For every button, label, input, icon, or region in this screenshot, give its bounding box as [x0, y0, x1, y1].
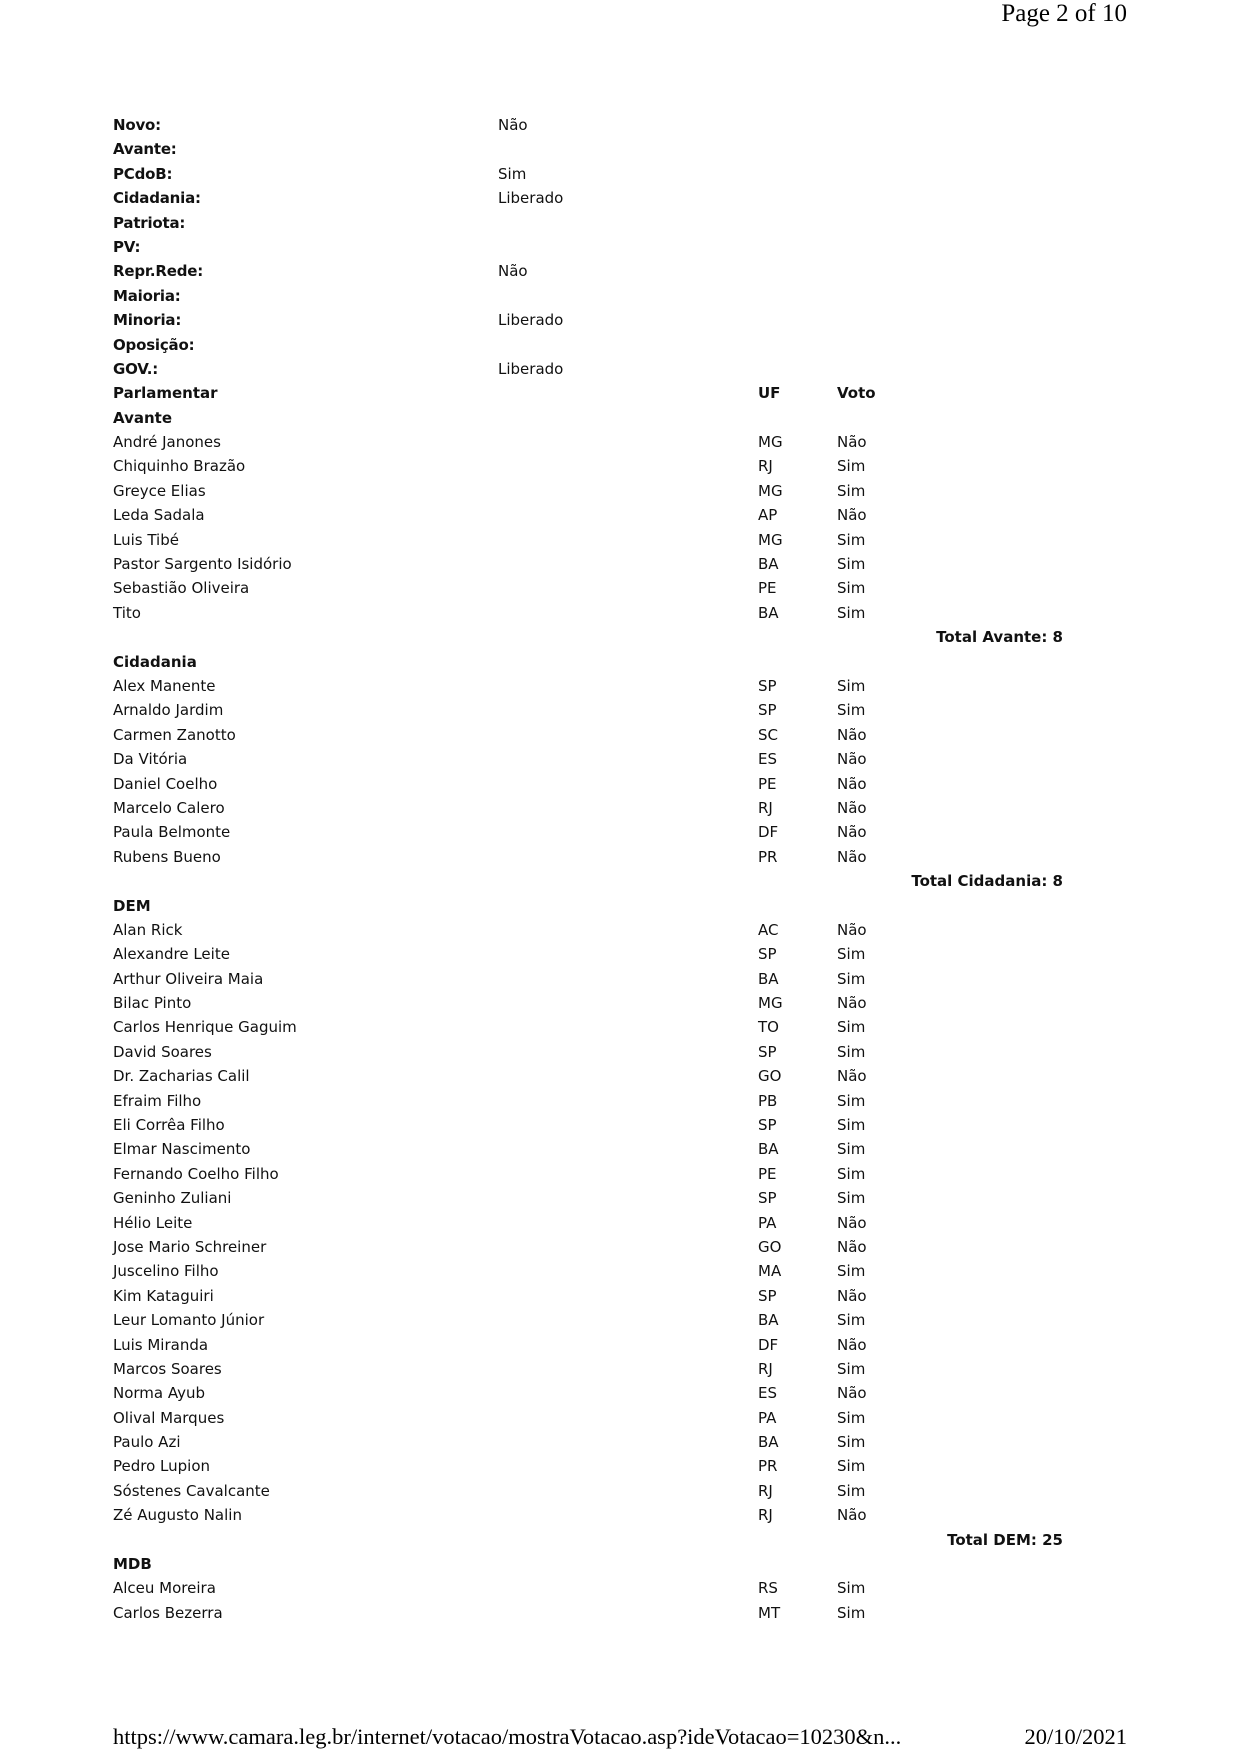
table-row [113, 552, 1063, 576]
member-uf: MG [758, 994, 783, 1013]
member-vote: Não [837, 506, 867, 525]
member-uf: PR [758, 847, 778, 866]
member-vote: Sim [837, 1042, 866, 1061]
member-name: Marcos Soares [113, 1359, 222, 1378]
member-uf: SP [758, 676, 777, 695]
member-vote: Sim [837, 969, 866, 988]
member-name: Rubens Bueno [113, 847, 221, 866]
member-name: Elmar Nascimento [113, 1140, 251, 1159]
party-heading-row [113, 650, 1063, 674]
table-row [113, 1576, 1063, 1600]
table-row [113, 918, 1063, 942]
orientation-party: Cidadania: [113, 189, 201, 208]
orientation-party: Oposição: [113, 335, 195, 354]
member-uf: RJ [758, 1506, 773, 1525]
member-name: Da Vitória [113, 750, 188, 769]
party-name: MDB [113, 1555, 152, 1574]
table-row [113, 1015, 1063, 1039]
table-row [113, 674, 1063, 698]
table-row [113, 772, 1063, 796]
member-name: Arthur Oliveira Maia [113, 969, 264, 988]
member-name: Jose Mario Schreiner [113, 1237, 267, 1256]
orientation-row [113, 235, 1063, 259]
member-name: Chiquinho Brazão [113, 457, 246, 476]
member-uf: SC [758, 725, 778, 744]
member-vote: Não [837, 433, 867, 452]
orientation-list [113, 113, 1063, 381]
member-vote: Sim [837, 1116, 866, 1135]
member-uf: GO [758, 1237, 782, 1256]
member-vote: Sim [837, 1579, 866, 1598]
member-vote: Sim [837, 1408, 866, 1427]
member-uf: RS [758, 1579, 778, 1598]
member-vote: Sim [837, 676, 866, 695]
member-name: Alexandre Leite [113, 945, 230, 964]
member-name: Carlos Henrique Gaguim [113, 1018, 297, 1037]
table-row [113, 601, 1063, 625]
member-name: Sóstenes Cavalcante [113, 1481, 270, 1500]
party-group [113, 406, 1063, 650]
party-name: DEM [113, 896, 151, 915]
vote-table [113, 406, 1063, 1626]
orientation-row [113, 308, 1063, 332]
member-uf: BA [758, 1433, 779, 1452]
member-uf: MG [758, 433, 783, 452]
member-uf: SP [758, 1189, 777, 1208]
member-uf: PE [758, 1164, 777, 1183]
member-vote: Sim [837, 1018, 866, 1037]
member-name: Alceu Moreira [113, 1579, 216, 1598]
member-vote: Sim [837, 603, 866, 622]
party-total: Total DEM: 25 [947, 1530, 1063, 1549]
member-vote: Sim [837, 555, 866, 574]
orientation-value: Liberado [498, 311, 564, 330]
party-name: Cidadania [113, 652, 197, 671]
member-name: Juscelino Filho [113, 1262, 219, 1281]
member-vote: Não [837, 1237, 867, 1256]
member-uf: BA [758, 1140, 779, 1159]
member-uf: BA [758, 603, 779, 622]
member-vote: Não [837, 774, 867, 793]
member-name: Greyce Elias [113, 481, 206, 500]
member-uf: PR [758, 1457, 778, 1476]
member-vote: Não [837, 823, 867, 842]
party-group [113, 894, 1063, 1553]
member-name: Hélio Leite [113, 1213, 193, 1232]
table-row [113, 1089, 1063, 1113]
member-vote: Sim [837, 1481, 866, 1500]
table-row [113, 1284, 1063, 1308]
member-name: Sebastião Oliveira [113, 579, 250, 598]
orientation-party: Maioria: [113, 286, 181, 305]
table-row [113, 1040, 1063, 1064]
party-group [113, 1552, 1063, 1625]
member-uf: AP [758, 506, 778, 525]
member-uf: RJ [758, 798, 773, 817]
member-name: Kim Kataguiri [113, 1286, 214, 1305]
table-row [113, 1430, 1063, 1454]
table-row [113, 1211, 1063, 1235]
member-uf: ES [758, 1384, 777, 1403]
orientation-party: Novo: [113, 116, 161, 134]
orientation-row [113, 284, 1063, 308]
orientation-value: Sim [498, 164, 527, 183]
member-name: Dr. Zacharias Calil [113, 1067, 250, 1086]
member-name: Alan Rick [113, 920, 183, 939]
orientation-row [113, 186, 1063, 210]
party-total-row [113, 869, 1063, 893]
page-indicator: Page 2 of 10 [1001, 0, 1127, 27]
member-vote: Sim [837, 457, 866, 476]
member-uf: RJ [758, 1481, 773, 1500]
member-uf: SP [758, 945, 777, 964]
member-name: Fernando Coelho Filho [113, 1164, 279, 1183]
table-row [113, 430, 1063, 454]
table-row [113, 747, 1063, 771]
party-heading-row [113, 406, 1063, 430]
header-uf: UF [758, 384, 781, 403]
member-vote: Sim [837, 1433, 866, 1452]
table-row [113, 1235, 1063, 1259]
member-uf: TO [758, 1018, 779, 1037]
member-name: Leur Lomanto Júnior [113, 1311, 265, 1330]
party-group [113, 650, 1063, 894]
member-name: Luis Miranda [113, 1335, 209, 1354]
table-row [113, 1064, 1063, 1088]
table-row [113, 796, 1063, 820]
member-name: Zé Augusto Nalin [113, 1506, 242, 1525]
member-name: Daniel Coelho [113, 774, 218, 793]
member-name: Pedro Lupion [113, 1457, 211, 1476]
member-uf: PE [758, 579, 777, 598]
header-parlamentar: Parlamentar [113, 384, 218, 403]
orientation-value: Não [498, 116, 528, 134]
member-vote: Não [837, 920, 867, 939]
member-vote: Não [837, 750, 867, 769]
member-uf: MG [758, 530, 783, 549]
orientation-party: GOV.: [113, 359, 159, 378]
table-row [113, 991, 1063, 1015]
table-header [113, 381, 1063, 405]
member-uf: PB [758, 1091, 778, 1110]
orientation-party: Minoria: [113, 311, 182, 330]
table-row [113, 454, 1063, 478]
member-vote: Não [837, 1335, 867, 1354]
orientation-value: Não [498, 262, 528, 281]
member-vote: Sim [837, 1262, 866, 1281]
vote-report [113, 113, 1063, 1625]
member-uf: SP [758, 1286, 777, 1305]
table-row [113, 576, 1063, 600]
table-row [113, 1162, 1063, 1186]
member-name: Arnaldo Jardim [113, 701, 224, 720]
member-name: Geninho Zuliani [113, 1189, 232, 1208]
member-vote: Sim [837, 701, 866, 720]
member-vote: Não [837, 1384, 867, 1403]
member-uf: SP [758, 701, 777, 720]
member-name: Olival Marques [113, 1408, 225, 1427]
member-vote: Sim [837, 1140, 866, 1159]
member-name: Eli Corrêa Filho [113, 1116, 225, 1135]
table-row [113, 1479, 1063, 1503]
footer-date: 20/10/2021 [1024, 1724, 1127, 1749]
orientation-row [113, 162, 1063, 186]
table-row [113, 1406, 1063, 1430]
member-uf: BA [758, 555, 779, 574]
table-row [113, 820, 1063, 844]
header-voto: Voto [837, 384, 876, 403]
table-row [113, 1186, 1063, 1210]
table-row [113, 1357, 1063, 1381]
table-row [113, 845, 1063, 869]
orientation-party: Repr.Rede: [113, 262, 204, 281]
table-row [113, 942, 1063, 966]
table-row [113, 503, 1063, 527]
member-name: David Soares [113, 1042, 212, 1061]
member-vote: Sim [837, 1359, 866, 1378]
table-row [113, 479, 1063, 503]
orientation-party: Avante: [113, 140, 177, 159]
member-vote: Não [837, 1067, 867, 1086]
member-uf: DF [758, 1335, 779, 1354]
party-total-row [113, 625, 1063, 649]
table-row [113, 1381, 1063, 1405]
footer-url: https://www.camara.leg.br/internet/votacao/mostraVotacao.asp?ideVotacao=10230&n... [113, 1724, 902, 1749]
member-uf: BA [758, 1311, 779, 1330]
member-name: Paula Belmonte [113, 823, 231, 842]
table-row [113, 698, 1063, 722]
member-vote: Não [837, 1213, 867, 1232]
orientation-party: PCdoB: [113, 164, 173, 183]
member-vote: Sim [837, 1457, 866, 1476]
member-vote: Sim [837, 579, 866, 598]
member-uf: SP [758, 1042, 777, 1061]
orientation-row [113, 259, 1063, 283]
member-uf: SP [758, 1116, 777, 1135]
orientation-row [113, 357, 1063, 381]
party-total-row [113, 1528, 1063, 1552]
orientation-row [113, 211, 1063, 235]
member-vote: Não [837, 1286, 867, 1305]
table-row [113, 1259, 1063, 1283]
member-uf: ES [758, 750, 777, 769]
member-uf: GO [758, 1067, 782, 1086]
member-uf: PE [758, 774, 777, 793]
table-row [113, 1308, 1063, 1332]
member-vote: Sim [837, 481, 866, 500]
member-uf: AC [758, 920, 779, 939]
member-name: Marcelo Calero [113, 798, 225, 817]
member-name: Alex Manente [113, 676, 216, 695]
table-row [113, 967, 1063, 991]
member-vote: Sim [837, 1311, 866, 1330]
member-name: Carmen Zanotto [113, 725, 236, 744]
member-uf: BA [758, 969, 779, 988]
member-vote: Não [837, 847, 867, 866]
table-row [113, 1113, 1063, 1137]
orientation-value: Liberado [498, 189, 564, 208]
member-uf: MA [758, 1262, 782, 1281]
orientation-row [113, 333, 1063, 357]
member-vote: Sim [837, 1603, 866, 1622]
table-row [113, 1601, 1063, 1625]
table-row [113, 1137, 1063, 1161]
member-uf: DF [758, 823, 779, 842]
member-vote: Sim [837, 530, 866, 549]
member-uf: PA [758, 1213, 777, 1232]
member-name: Pastor Sargento Isidório [113, 555, 292, 574]
member-name: Paulo Azi [113, 1433, 181, 1452]
orientation-row [113, 137, 1063, 161]
party-heading-row [113, 1552, 1063, 1576]
member-uf: MG [758, 481, 783, 500]
member-name: Carlos Bezerra [113, 1603, 223, 1622]
orientation-party: PV: [113, 237, 141, 256]
member-vote: Não [837, 798, 867, 817]
member-name: Bilac Pinto [113, 994, 192, 1013]
table-row [113, 1454, 1063, 1478]
party-total: Total Cidadania: 8 [911, 872, 1063, 891]
member-name: Luis Tibé [113, 530, 179, 549]
table-row [113, 723, 1063, 747]
table-row [113, 1333, 1063, 1357]
member-uf: MT [758, 1603, 781, 1622]
table-row [113, 1503, 1063, 1527]
member-name: André Janones [113, 433, 221, 452]
orientation-value: Liberado [498, 359, 564, 378]
member-uf: PA [758, 1408, 777, 1427]
member-name: Leda Sadala [113, 506, 205, 525]
page-footer [113, 1724, 1127, 1750]
member-vote: Não [837, 994, 867, 1013]
orientation-row [113, 113, 1063, 137]
member-vote: Sim [837, 1189, 866, 1208]
member-name: Efraim Filho [113, 1091, 202, 1110]
orientation-party: Patriota: [113, 213, 186, 232]
member-name: Tito [113, 603, 141, 622]
member-name: Norma Ayub [113, 1384, 206, 1403]
party-total: Total Avante: 8 [936, 628, 1063, 647]
member-uf: RJ [758, 1359, 773, 1378]
member-vote: Sim [837, 945, 866, 964]
table-row [113, 528, 1063, 552]
member-uf: RJ [758, 457, 773, 476]
member-vote: Sim [837, 1091, 866, 1110]
member-vote: Não [837, 725, 867, 744]
member-vote: Não [837, 1506, 867, 1525]
party-name: Avante [113, 408, 172, 427]
member-vote: Sim [837, 1164, 866, 1183]
party-heading-row [113, 894, 1063, 918]
